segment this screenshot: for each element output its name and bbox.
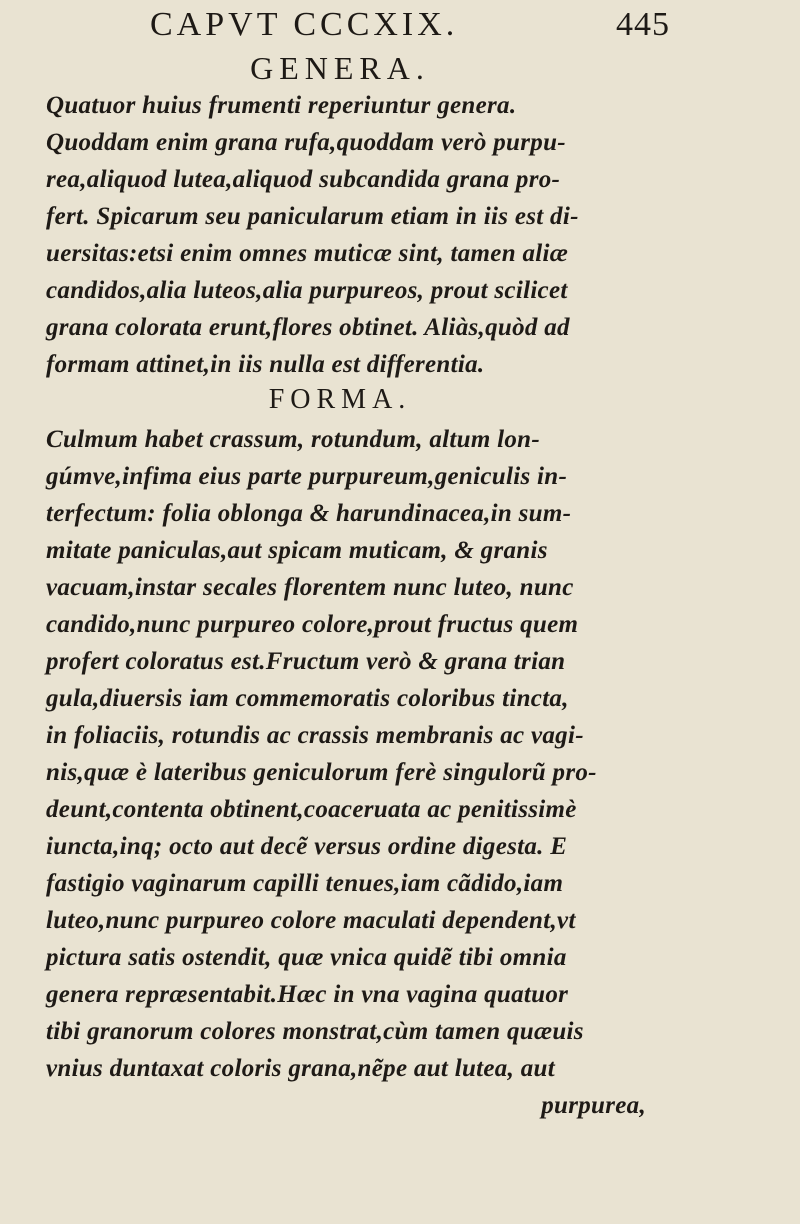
catchword-line: purpurea, — [541, 1092, 646, 1119]
text-line: nis,quæ è lateribus geniculorum ferè singulorũ pro- — [46, 759, 597, 786]
section-heading-genera: GENERA. — [250, 50, 430, 86]
text-line: formam attinet,in iis nulla est differentia. — [46, 351, 485, 378]
text-line: deunt,contenta obtinent,coaceruata ac penitissimè — [46, 796, 577, 823]
text-line: pictura satis ostendit, quæ vnica quidẽ tibi omnia — [46, 944, 567, 971]
text-line: iuncta,inq; octo aut decẽ versus ordine digesta. E — [46, 833, 568, 860]
page-number: 445 — [616, 6, 670, 43]
section-heading-forma: FORMA. — [268, 384, 412, 415]
text-line: uersitas:etsi enim omnes muticæ sint, tamen aliæ — [46, 240, 569, 267]
text-line: fastigio vaginarum capilli tenues,iam cãdido,iam — [46, 870, 564, 897]
page-header — [150, 6, 670, 50]
text-line: in foliaciis, rotundis ac crassis membranis ac vagi- — [46, 722, 584, 749]
text-line: candido,nunc purpureo colore,prout fructus quem — [46, 611, 579, 638]
text-line: Quatuor huius frumenti reperiuntur genera. — [46, 92, 517, 119]
text-line: tibi granorum colores monstrat,cùm tamen quæuis — [46, 1018, 584, 1045]
text-line: fert. Spicarum seu panicularum etiam in iis est di- — [46, 203, 579, 230]
text-line: terfectum: folia oblonga & harundinacea,in sum- — [46, 500, 572, 527]
text-line: gúmve,infima eius parte purpureum,geniculis in- — [46, 463, 568, 490]
text-line: candidos,alia luteos,alia purpureos, prout scilicet — [46, 277, 568, 304]
text-line: Quoddam enim grana rufa,quoddam verò purpu- — [46, 129, 566, 156]
text-line: luteo,nunc purpureo colore maculati dependent,vt — [46, 907, 576, 934]
text-line: vacuam,instar secales florentem nunc luteo, nunc — [46, 574, 574, 601]
text-line: genera repræsentabit.Hæc in vna vagina quatuor — [46, 981, 569, 1008]
text-line: rea,aliquod lutea,aliquod subcandida grana pro- — [46, 166, 561, 193]
text-line: Culmum habet crassum, rotundum, altum lon- — [46, 426, 540, 453]
text-line: profert coloratus est.Fructum verò & grana trian — [46, 648, 566, 675]
text-line: mitate paniculas,aut spicam muticam, & granis — [46, 537, 548, 564]
text-line: gula,diuersis iam commemoratis coloribus tincta, — [46, 685, 569, 712]
running-title: CAPVT CCCXIX. — [150, 6, 459, 43]
text-line: vnius duntaxat coloris grana,nẽpe aut lutea, aut — [46, 1055, 555, 1082]
text-line: grana colorata erunt,flores obtinet. Aliàs,quòd ad — [46, 314, 570, 341]
